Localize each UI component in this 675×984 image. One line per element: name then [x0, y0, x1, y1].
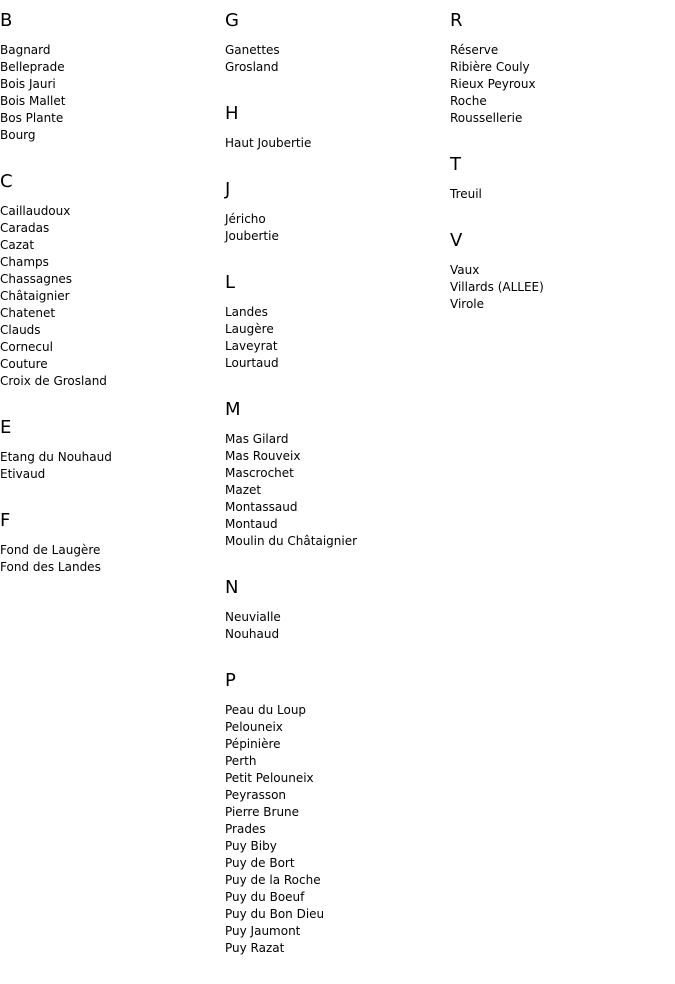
- letter-section-t: [450, 154, 670, 203]
- letter-section-p: [225, 670, 445, 957]
- place-name-item: Bois Mallet: [0, 94, 66, 108]
- place-name-item: Pelouneix: [225, 720, 283, 734]
- section-letter-heading: T: [450, 154, 461, 175]
- place-name-item: Ribière Couly: [450, 60, 530, 74]
- place-name-list: [450, 42, 670, 127]
- place-name-list: [0, 42, 220, 144]
- letter-section-b: [0, 10, 220, 144]
- section-letter-heading: C: [0, 171, 13, 192]
- place-name-item: Caillaudoux: [0, 204, 71, 218]
- place-name-item: Clauds: [0, 323, 41, 337]
- place-name-item: Virole: [450, 297, 485, 311]
- section-letter-heading: H: [225, 103, 239, 124]
- letter-section-l: [225, 272, 445, 372]
- place-name-item: Ganettes: [225, 43, 280, 57]
- place-name-item: Puy de la Roche: [225, 873, 321, 887]
- place-name-list: [225, 304, 445, 372]
- letter-section-e: [0, 417, 220, 483]
- place-name-item: Caradas: [0, 221, 50, 235]
- letter-section-g: [225, 10, 445, 76]
- place-name-item: Mas Rouveix: [225, 449, 301, 463]
- place-name-item: Jéricho: [225, 212, 266, 226]
- place-name-item: Fond des Landes: [0, 560, 101, 574]
- place-name-item: Pépinière: [225, 737, 281, 751]
- section-letter-heading: B: [0, 10, 13, 31]
- place-name-item: Peau du Loup: [225, 703, 307, 717]
- place-name-item: Mascrochet: [225, 466, 294, 480]
- place-name-item: Champs: [0, 255, 49, 269]
- section-letter-heading: E: [0, 417, 12, 438]
- place-name-item: Rieux Peyroux: [450, 77, 536, 91]
- place-name-item: Moulin du Châtaignier: [225, 534, 358, 548]
- place-name-item: Mazet: [225, 483, 262, 497]
- place-name-item: Puy du Bon Dieu: [225, 907, 325, 921]
- place-name-item: Treuil: [450, 187, 482, 201]
- section-letter-heading: G: [225, 10, 239, 31]
- index-column-3: [450, 10, 670, 340]
- place-name-item: Chassagnes: [0, 272, 73, 286]
- place-name-item: Etivaud: [0, 467, 46, 481]
- place-name-item: Cazat: [0, 238, 35, 252]
- place-name-item: Cornecul: [0, 340, 53, 354]
- place-name-item: Bos Plante: [0, 111, 64, 125]
- letter-section-n: [225, 577, 445, 643]
- place-name-item: Prades: [225, 822, 266, 836]
- place-name-item: Vaux: [450, 263, 480, 277]
- place-name-item: Landes: [225, 305, 268, 319]
- place-name-list: [225, 135, 445, 152]
- place-name-item: Lourtaud: [225, 356, 279, 370]
- place-name-item: Couture: [0, 357, 48, 371]
- place-name-item: Neuvialle: [225, 610, 281, 624]
- place-name-list: [225, 211, 445, 245]
- place-name-item: Peyrasson: [225, 788, 287, 802]
- letter-section-f: [0, 510, 220, 576]
- place-name-item: Montassaud: [225, 500, 298, 514]
- place-name-item: Bois Jauri: [0, 77, 56, 91]
- place-name-item: Montaud: [225, 517, 278, 531]
- place-name-list: [450, 262, 670, 313]
- place-name-list: [450, 186, 670, 203]
- place-name-list: [0, 449, 220, 483]
- place-name-item: Petit Pelouneix: [225, 771, 314, 785]
- place-name-item: Mas Gilard: [225, 432, 289, 446]
- place-name-item: Réserve: [450, 43, 499, 57]
- index-column-2: [225, 10, 445, 984]
- place-name-item: Puy Jaumont: [225, 924, 301, 938]
- place-name-list: [225, 609, 445, 643]
- place-name-item: Bourg: [0, 128, 36, 142]
- letter-section-v: [450, 230, 670, 313]
- section-letter-heading: P: [225, 670, 236, 691]
- section-letter-heading: N: [225, 577, 239, 598]
- place-name-item: Belleprade: [0, 60, 65, 74]
- letter-section-c: [0, 171, 220, 390]
- place-name-item: Grosland: [225, 60, 279, 74]
- place-name-item: Laveyrat: [225, 339, 278, 353]
- place-name-list: [225, 431, 445, 550]
- letter-section-m: [225, 399, 445, 550]
- place-name-item: Etang du Nouhaud: [0, 450, 112, 464]
- letter-section-r: [450, 10, 670, 127]
- section-letter-heading: V: [450, 230, 463, 251]
- letter-section-h: [225, 103, 445, 152]
- place-name-item: Puy du Boeuf: [225, 890, 305, 904]
- section-letter-heading: J: [225, 179, 231, 200]
- place-name-item: Croix de Grosland: [0, 374, 107, 388]
- place-name-list: [0, 203, 220, 390]
- letter-section-j: [225, 179, 445, 245]
- section-letter-heading: R: [450, 10, 463, 31]
- place-name-item: Laugère: [225, 322, 274, 336]
- place-name-item: Nouhaud: [225, 627, 280, 641]
- place-name-list: [0, 542, 220, 576]
- place-name-item: Pierre Brune: [225, 805, 300, 819]
- index-column-1: [0, 10, 220, 603]
- place-name-list: [225, 42, 445, 76]
- place-name-list: [225, 702, 445, 957]
- section-letter-heading: L: [225, 272, 236, 293]
- place-name-item: Châtaignier: [0, 289, 70, 303]
- place-name-item: Chatenet: [0, 306, 56, 320]
- place-name-item: Puy de Bort: [225, 856, 295, 870]
- section-letter-heading: F: [0, 510, 11, 531]
- place-name-item: Puy Razat: [225, 941, 285, 955]
- place-name-item: Bagnard: [0, 43, 51, 57]
- place-name-item: Fond de Laugère: [0, 543, 101, 557]
- place-name-item: Haut Joubertie: [225, 136, 312, 150]
- place-name-item: Puy Biby: [225, 839, 277, 853]
- place-name-item: Roussellerie: [450, 111, 523, 125]
- place-name-item: Joubertie: [225, 229, 279, 243]
- section-letter-heading: M: [225, 399, 241, 420]
- place-name-item: Villards (ALLEE): [450, 280, 544, 294]
- place-name-item: Roche: [450, 94, 487, 108]
- place-name-item: Perth: [225, 754, 257, 768]
